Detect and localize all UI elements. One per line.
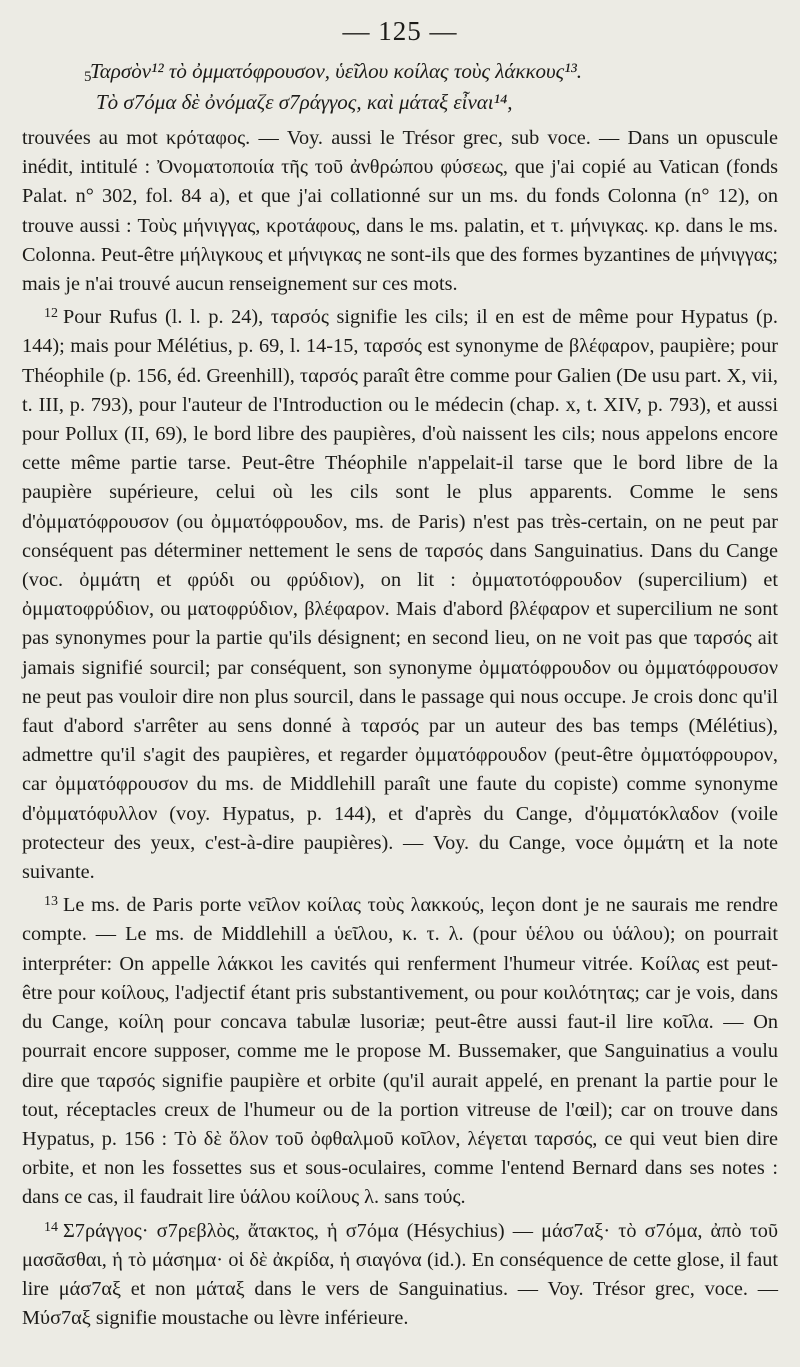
note-continuation	[22, 124, 778, 299]
note-text: Pour Rufus (l. l. p. 24), ταρσός signifie les cils; il en est de même pour Hypatus (p. 144); mais pour Mélétius, p. 69, l. 14-15, ταρσός est synonyme de βλέφαρον, paupière; pour Théophile (p. 156, éd. Greenhill), ταρσός paraît être comme pour Galien (De usu part. X, vii, t. III, p. 793), pour l'auteur de l'Introduction ou le médecin (chap. x, t. XIV, p. 793), et aussi pour Pollux (II, 69), le bord libre des paupières, d'où naissent les cils; nous appelons encore cette même partie tarse. Peut-être Théophile n'appelait-il tarse que le bord libre de la paupière supérieure, celui où les cils sont le plus apparents. Comme le sens d'ὀμματόφρουσον (ou ὀμματόφρουδον, ms. de Paris) n'est pas très-certain, on ne peut par conséquent pas déterminer nettement le sens de ταρσός dans Sanguinatius. Dans du Cange (voc. ὀμμάτη et φρύδι ou φρύδιον), on lit : ὀμματοτόφρουδον (supercilium) et ὀμματοφρύδιον, ou ματοφρύδιον, βλέφαρον. Mais d'abord βλέφαρον et supercilium ne sont pas synonymes pour la partie qu'ils désignent; en second lieu, on ne voit pas que ταρσός ait jamais signifié sourcil; par conséquent, son synonyme ὀμματόφρουδον ou ὀμματόφρουσον ne peut pas vouloir dire non plus sourcil, dans le passage qui nous occupe. Je crois donc qu'il faut d'abord s'arrêter au sens donné à ταρσός par un auteur des bas temps (Mélétius), admettre qu'il s'agit des paupières, et regarder ὀμματόφρουδον (peut-être ὀμματόφρουρον, car ὀμματόφρουσον du ms. de Middlehill paraît une faute du copiste) comme synonyme d'ὀμματόφυλλον (voy. Hypatus, p. 144), et d'après du Cange, d'ὀμματόκλαδον (voile protecteur des yeux, c'est-à-dire paupières). — Voy. du Cange, voce ὀμμάτη et la note suivante.	[22, 306, 778, 884]
verse-line-2: Τὸ σ7όμα δὲ ὀνόμαζε σ7ράγγος, καὶ μάταξ εἶναι¹⁴,	[96, 90, 513, 114]
note-number: 13	[44, 894, 58, 910]
note-text: Σ7ράγγος· σ7ρεβλὸς, ἄτακτος, ἡ σ7όμα (Hésychius) — μάσ7αξ· τὸ σ7όμα, ἀπὸ τοῦ μασᾶσθαι, ἡ τὸ μάσημα· οἱ δὲ ἀκρίδα, ἡ σιαγόνα (id.). En conséquence de cette glose, il faut lire μάσ7αξ et non μάταξ dans le vers de Sanguinatius. — Voy. Trésor grec, voce. — Μύσ7αξ signifie moustache ou lèvre inférieure.	[22, 1219, 778, 1330]
verse-block	[22, 56, 778, 118]
note-12	[22, 299, 778, 887]
note-continuation-text: trouvées au mot κρόταφος. — Voy. aussi le Trésor grec, sub voce. — Dans un opuscule inédit, intitulé : Ὀνοματοποιία τῆς τοῦ ἀνθρώπου φύσεως, que j'ai copié au Vatican (fonds Palat. n° 302, fol. 84 a), et que j'ai collationné sur un ms. du fonds Colonna (n° 12), on trouve aussi : Τοὺς μήνιγγας, κροτάφους, dans le ms. palatin, et τ. μήνιγκας. κρ. dans le ms. Colonna. Peut-être μήλιγκους et μήνιγκας ne sont-ils que des formes byzantines de μήνιγγας; mais je n'ai trouvé aucun renseignement sur ces mots.	[22, 127, 778, 296]
page-number: — 125 —	[342, 16, 458, 46]
note-number: 12	[44, 306, 58, 322]
note-text: Le ms. de Paris porte νεῖλον κοίλας τοὺς λακκούς, leçon dont je ne saurais me rendre compte. — Le ms. de Middlehill a ὑεῖλου, κ. τ. λ. (pour ὑέλου ou ὑάλου); on pourrait interpréter: On appelle λάκκοι les cavités qui renferment l'humeur vitrée. Κοίλας est peut-être pour κοίλους, l'adjectif étant pris substantivement, ou pour κοιλότητας; car je vois, dans du Cange, κοίλη pour concava tabulæ lusoriæ; peut-être aussi faut-il lire κοῖλα. — On pourrait encore supposer, comme me le propose M. Bussemaker, que Sanguinatius a voulu dire que ταρσός signifie paupière et orbite (qu'il aurait appelé, en prenant la partie pour le tout, réceptacles creux de l'humeur ou de la portion vitreuse de l'œil); car on trouve dans Hypatus, p. 156 : Τὸ δὲ ὅλον τοῦ ὀφθαλμοῦ κοῖλον, λέγεται ταρσός, ce qui veut bien dire orbite, et non les fossettes sus et sous-oculaires, comme l'entend Bernard dans ses notes : dans ce cas, il faudrait lire ὑάλου κοίλους λ. sans τούς.	[22, 894, 778, 1209]
verse-line-number: 5	[84, 69, 92, 85]
note-13	[22, 887, 778, 1212]
verse-line-1: Ταρσὸν¹² τὸ ὀμματόφρουσον, ὑεῖλου κοίλας τοὺς λάκκους¹³.	[90, 59, 583, 83]
note-14	[22, 1213, 778, 1334]
note-number: 14	[44, 1219, 58, 1235]
